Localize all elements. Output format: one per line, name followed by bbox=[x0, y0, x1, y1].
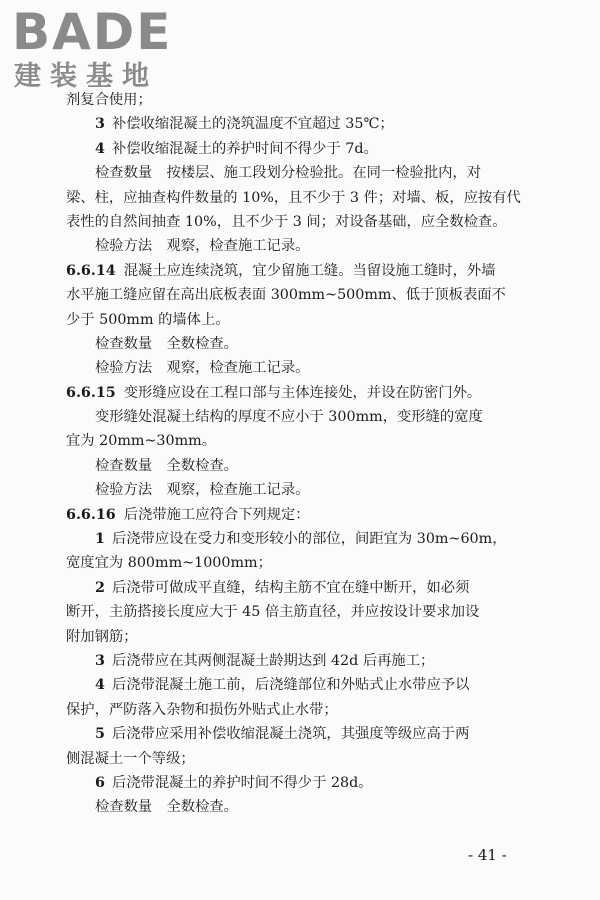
logo-title: BADE bbox=[12, 3, 173, 61]
line-text: 后浇带应在其两侧混凝土龄期达到 42d 后再施工； bbox=[111, 652, 435, 669]
item-number: 3 bbox=[95, 116, 105, 133]
line-text: 后浇带应采用补偿收缩混凝土浇筑，其强度等级应高于两 bbox=[111, 726, 470, 743]
text-line bbox=[66, 88, 536, 112]
text-line bbox=[66, 722, 536, 746]
text-line bbox=[66, 112, 536, 136]
line-text: 水平施工缝应留在高出底板表面 300mm~500mm、低于顶板表面不 bbox=[66, 287, 506, 304]
line-text: 少于 500mm 的墙体上。 bbox=[66, 311, 230, 328]
item-number: 3 bbox=[95, 652, 105, 669]
line-text: 后浇带混凝土施工前，后浇缝部位和外贴式止水带应予以 bbox=[111, 677, 470, 694]
line-text: 后浇带应设在受力和变形较小的部位，间距宜为 30m~60m， bbox=[111, 531, 507, 548]
document-body bbox=[66, 88, 536, 820]
item-number: 4 bbox=[95, 140, 105, 157]
line-text: 附加钢筋； bbox=[66, 628, 138, 645]
line-text: 梁、柱，应抽查构件数量的 10%，且不少于 3 件；对墙、板，应按有代 bbox=[66, 189, 521, 206]
line-text: 侧混凝土一个等级； bbox=[66, 750, 195, 767]
line-text: 宜为 20mm~30mm。 bbox=[66, 433, 217, 450]
line-text: 表性的自然间抽查 10%，且不少于 3 间；对设备基础，应全数检查。 bbox=[66, 213, 507, 230]
item-number: 6 bbox=[95, 774, 105, 791]
logo-subtitle: 建装基地 bbox=[14, 61, 158, 92]
text-line bbox=[66, 259, 536, 283]
line-text: 变形缝处混凝土结构的厚度不应小于 300mm，变形缝的宽度 bbox=[95, 409, 483, 426]
item-number: 1 bbox=[95, 531, 105, 548]
line-text: 检查数量 全数检查。 bbox=[95, 457, 238, 474]
text-line bbox=[66, 186, 536, 210]
line-text: 后浇带施工应符合下列规定： bbox=[123, 506, 310, 523]
text-line bbox=[66, 137, 536, 161]
text-line bbox=[66, 600, 536, 624]
line-text: 宽度宜为 800mm~1000mm； bbox=[66, 555, 272, 572]
text-line bbox=[66, 625, 536, 649]
line-text: 变形缝应设在工程口部与主体连接处，并设在防密门外。 bbox=[123, 384, 482, 401]
text-line bbox=[66, 283, 536, 307]
section-number: 6.6.14 bbox=[66, 262, 116, 279]
text-line bbox=[66, 576, 536, 600]
watermark-logo bbox=[8, 2, 178, 94]
line-text: 检查数量 按楼层、施工段划分检验批。在同一检验批内，对 bbox=[95, 165, 482, 182]
line-text: 后浇带混凝土的养护时间不得少于 28d。 bbox=[111, 774, 373, 791]
text-line bbox=[66, 381, 536, 405]
section-number: 6.6.16 bbox=[66, 506, 116, 523]
text-line bbox=[66, 161, 536, 185]
text-line bbox=[66, 356, 536, 380]
line-text: 保护，严防落入杂物和损伤外贴式止水带； bbox=[66, 701, 338, 718]
line-text: 剂复合使用； bbox=[66, 92, 152, 108]
text-line bbox=[66, 747, 536, 771]
text-line bbox=[66, 234, 536, 258]
text-line bbox=[66, 673, 536, 697]
line-text: 检验方法 观察，检查施工记录。 bbox=[95, 238, 310, 255]
item-number: 4 bbox=[95, 677, 105, 694]
line-text: 检查数量 全数检查。 bbox=[95, 335, 238, 352]
text-line bbox=[66, 478, 536, 502]
text-line bbox=[66, 527, 536, 551]
line-text: 断开，主筋搭接长度应大于 45 倍主筋直径，并应按设计要求加设 bbox=[66, 604, 480, 621]
line-text: 检验方法 观察，检查施工记录。 bbox=[95, 482, 310, 499]
line-text: 后浇带可做成平直缝，结构主筋不宜在缝中断开，如必须 bbox=[111, 579, 470, 596]
text-line bbox=[66, 454, 536, 478]
line-text: 补偿收缩混凝土的养护时间不得少于 7d。 bbox=[111, 140, 378, 157]
text-line bbox=[66, 698, 536, 722]
line-text: 混凝土应连续浇筑，宜少留施工缝。当留设施工缝时，外墙 bbox=[123, 262, 496, 279]
text-line bbox=[66, 429, 536, 453]
text-line bbox=[66, 649, 536, 673]
line-text: 检验方法 观察，检查施工记录。 bbox=[95, 360, 310, 377]
page-number: - 41 - bbox=[468, 846, 507, 864]
text-line bbox=[66, 405, 536, 429]
text-line bbox=[66, 771, 536, 795]
section-number: 6.6.15 bbox=[66, 384, 116, 401]
item-number: 2 bbox=[95, 579, 105, 596]
text-line bbox=[66, 551, 536, 575]
item-number: 5 bbox=[95, 726, 105, 743]
text-line bbox=[66, 308, 536, 332]
line-text: 补偿收缩混凝土的浇筑温度不宜超过 35℃； bbox=[111, 116, 394, 133]
text-line bbox=[66, 332, 536, 356]
text-line bbox=[66, 795, 536, 819]
text-line bbox=[66, 503, 536, 527]
line-text: 检查数量 全数检查。 bbox=[95, 799, 238, 816]
text-line bbox=[66, 210, 536, 234]
